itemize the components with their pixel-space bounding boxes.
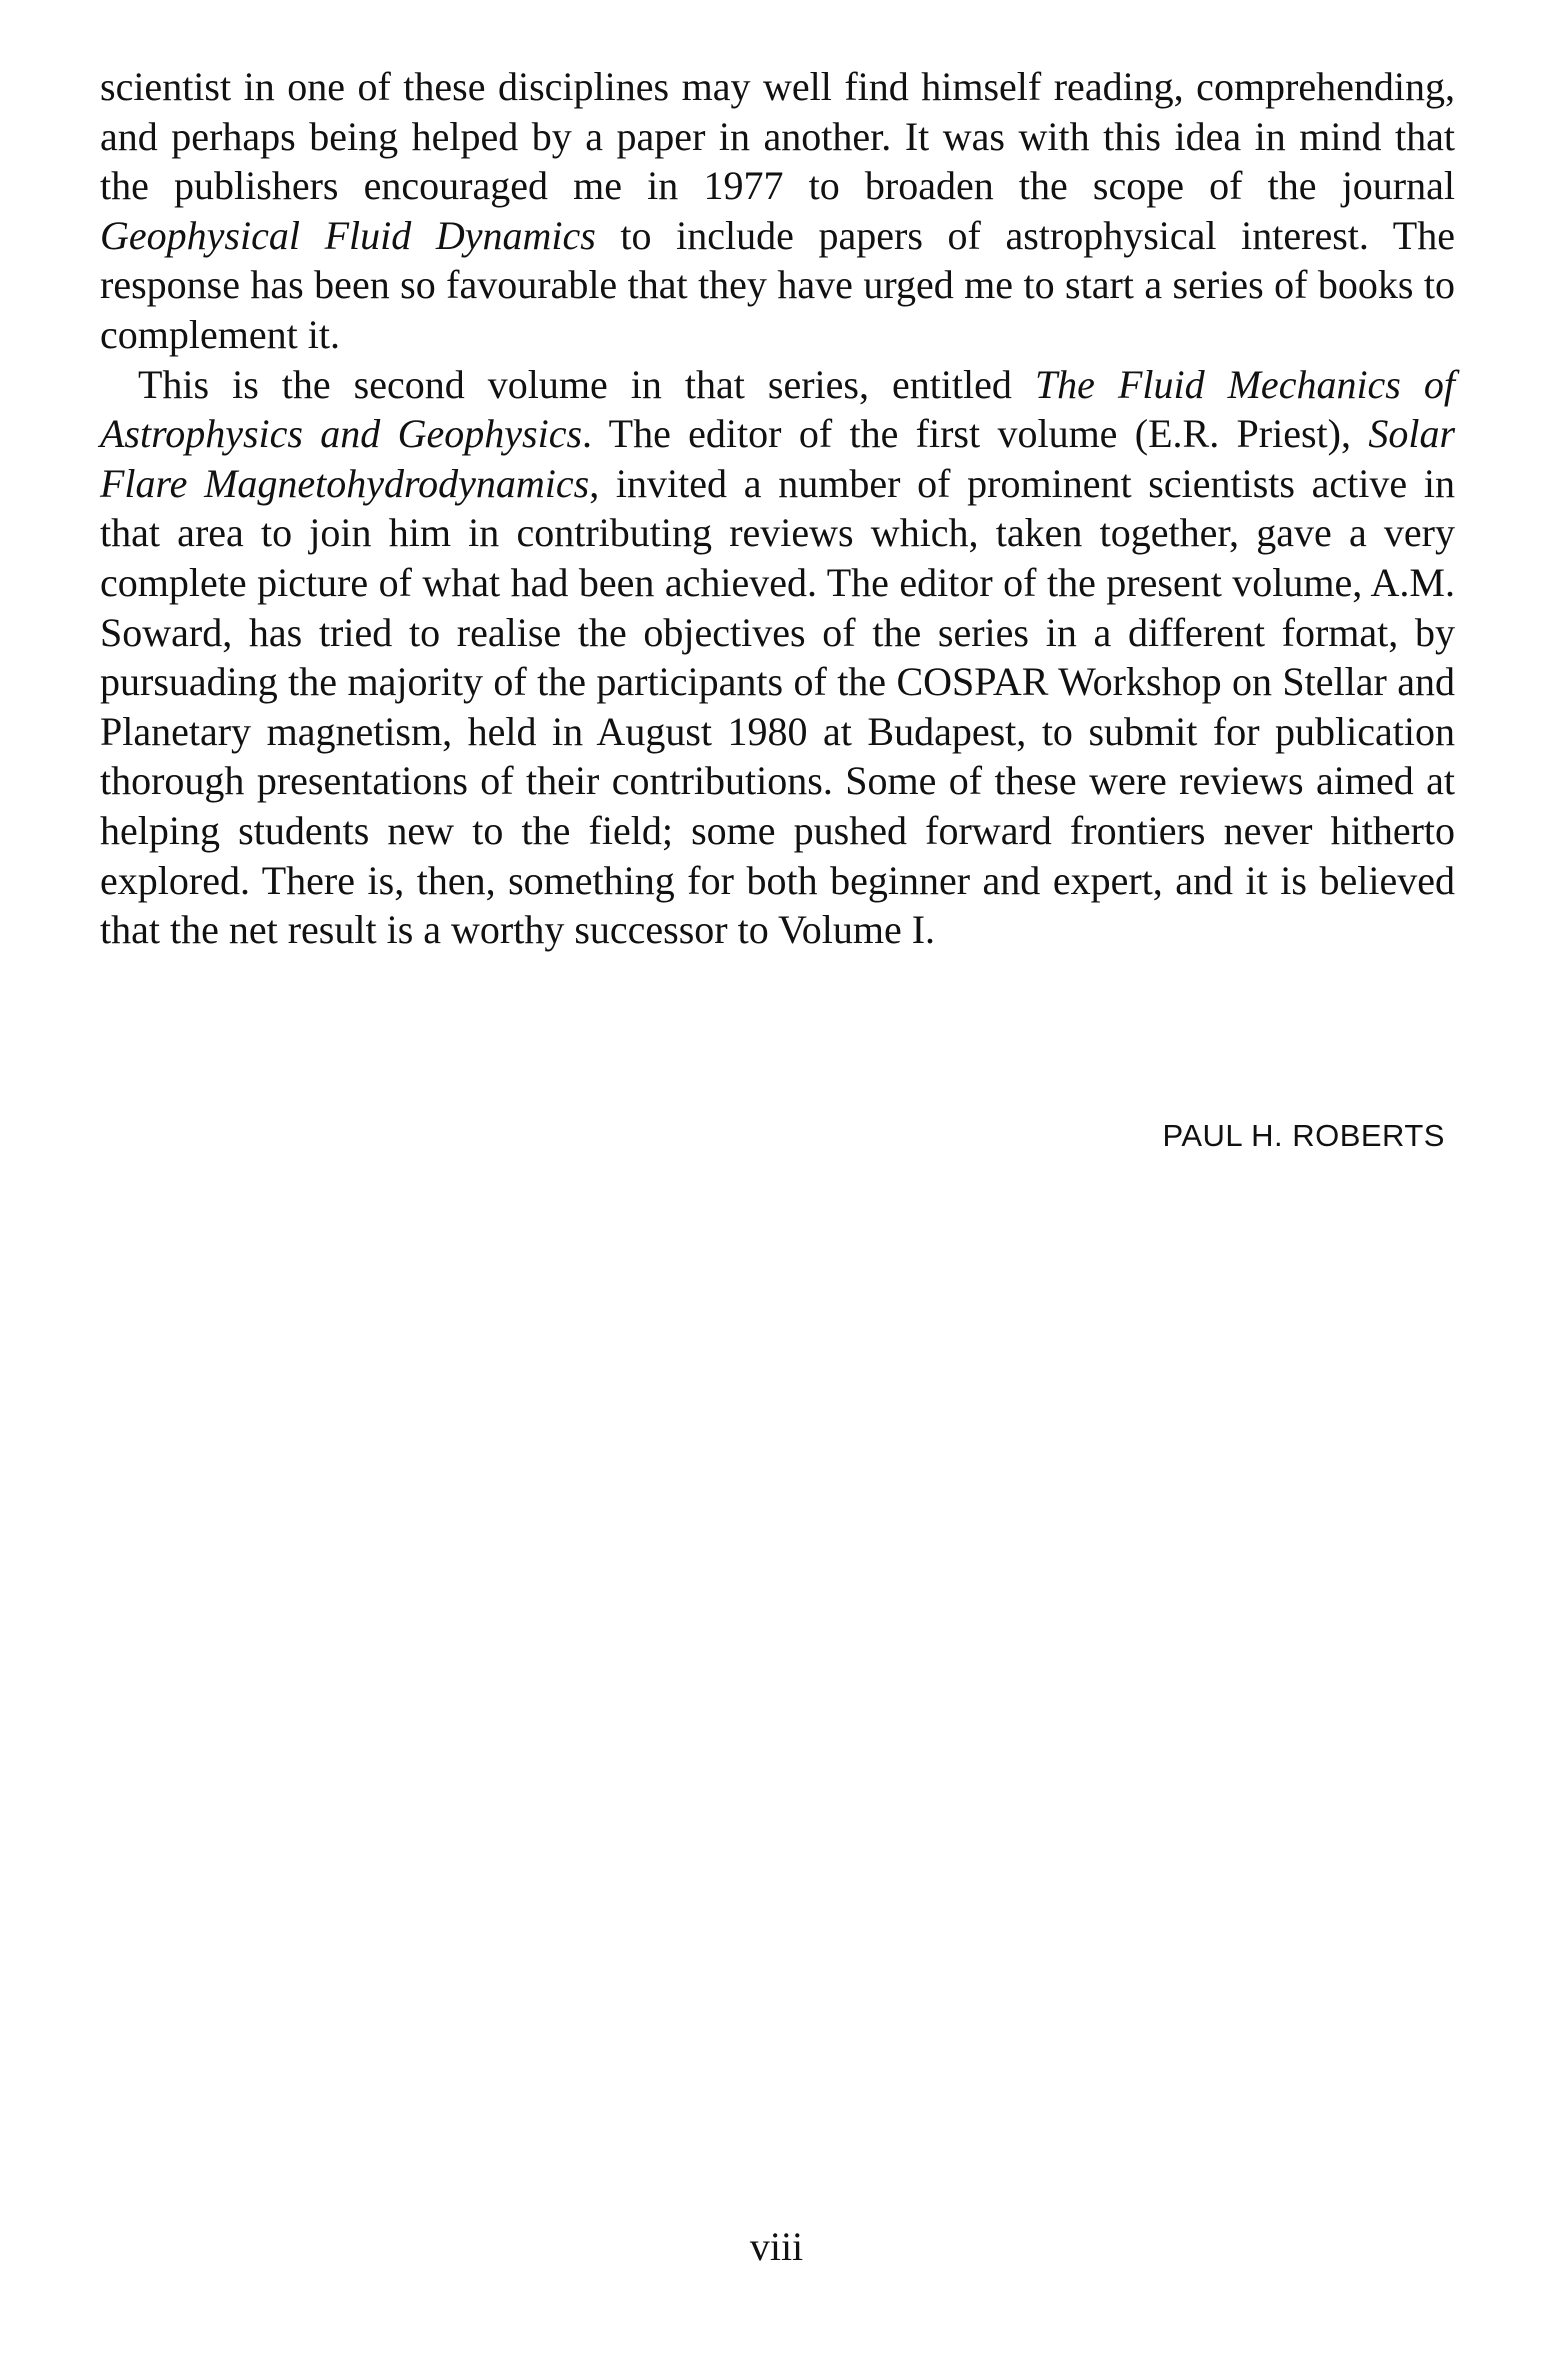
journal-title: Geophysical Fluid Dynamics [100, 212, 596, 258]
text-segment: This is the second volume in that series, entitled [138, 361, 1035, 407]
text-segment: , invited a number of prominent scientists active in that area to join him in contributing reviews which, taken together, gave a very complete picture of what had been achieved. The editor of the present volume, A.M. Soward, has tried to realise the objectives of the series in a different format, by pursuading the majority of the participants of the COSPAR Workshop on Stellar and Planetary magnetism, held in August 1980 at Budapest, to submit for publication thorough presentations of their contributions. Some of these were reviews aimed at helping students new to the field; some pushed forward frontiers never hitherto explored. There is, then, something for both beginner and expert, and it is believed that the net result is a worthy successor to Volume I. [100, 460, 1455, 953]
text-segment: scientist in one of these disciplines may well find himself reading, comprehending, and perhaps being helped by a paper in another. It was with this idea in mind that the publishers encouraged me in 1977 to broaden the scope of the journal [100, 64, 1455, 209]
page-number: viii [749, 2224, 804, 2269]
text-segment: . The editor of the first volume (E.R. Priest), [582, 411, 1369, 457]
paragraph-1 [100, 62, 1455, 360]
book-title: Solar Flare Magnetohydrodynamics [100, 411, 1456, 506]
preface-body [100, 62, 1455, 955]
text-segment: to include papers of astrophysical interest. The response has been so favourable that they have urged me to start a series of books to complement it. [100, 212, 1455, 357]
author-signature: PAUL H. ROBERTS [1162, 1118, 1445, 1153]
book-title: The Fluid Mechanics of Astrophysics and Geophysics [100, 361, 1456, 457]
paragraph-2 [100, 360, 1455, 955]
